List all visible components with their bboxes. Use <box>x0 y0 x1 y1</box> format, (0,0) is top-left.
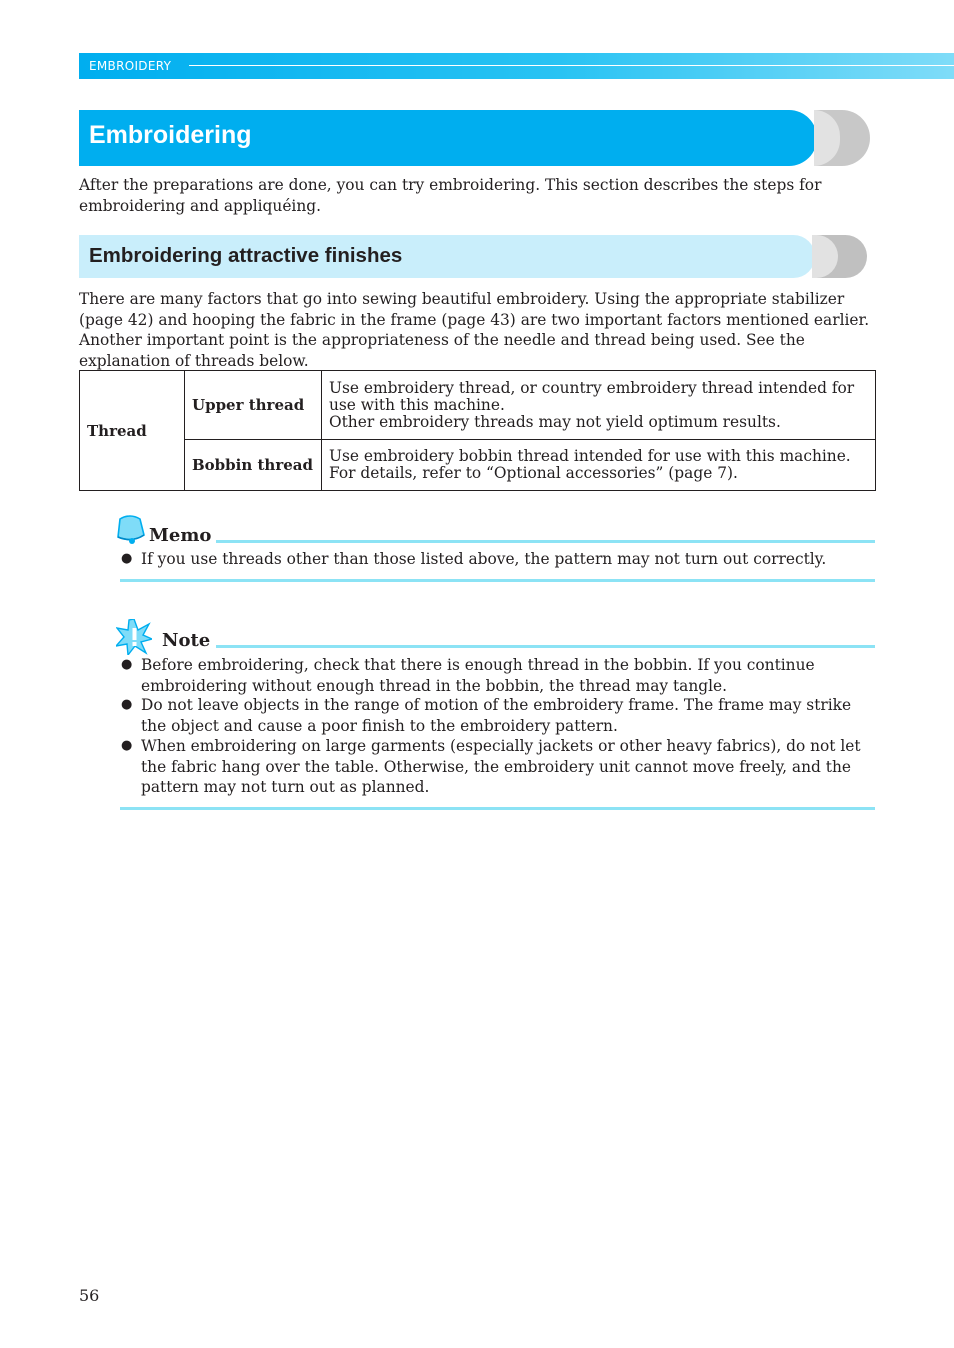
page-number: 56 <box>79 1286 100 1305</box>
memo-top-rule <box>216 540 875 543</box>
memo-bottom-rule <box>120 579 875 582</box>
bullet-icon: ● <box>121 551 133 566</box>
memo-label: Memo <box>149 525 212 546</box>
title-banner <box>79 110 817 166</box>
description-line: Use embroidery bobbin thread intended for use with this machine. <box>329 447 851 465</box>
table-row <box>80 371 876 440</box>
bullet-icon: ● <box>121 657 133 672</box>
note-top-rule <box>216 645 875 648</box>
description-line: Use embroidery thread, or country embroidery thread intended for use with this machine. <box>329 378 855 414</box>
page-title: Embroidering <box>89 121 252 149</box>
thread-table <box>79 370 876 491</box>
bullet-icon: ● <box>121 697 133 712</box>
note-exclamation-burst-icon <box>116 619 152 655</box>
subsection-paragraph: There are many factors that go into sewing beautiful embroidery. Using the appropriate stabilizer (page 42) and hooping the fabric in the frame (page 43) are two important factors mentioned earlier. Another important point is the appropriateness of the needle and thread being used. See the explanation of threads below. <box>79 290 870 370</box>
description-line: Other embroidery threads may not yield optimum results. <box>329 412 781 431</box>
intro-paragraph: After the preparations are done, you can try embroidering. This section describes the steps for embroidering and appliquéing. <box>79 176 822 215</box>
description-line: For details, refer to “Optional accessories” (page 7). <box>329 464 738 482</box>
subsection-title: Embroidering attractive finishes <box>89 244 403 267</box>
subsection-banner <box>79 235 815 278</box>
subsection-banner-cap <box>812 235 867 278</box>
header-rule <box>189 65 954 66</box>
section-header-bar <box>79 53 954 79</box>
table-cell-description <box>322 371 876 440</box>
memo-bell-icon <box>114 513 146 545</box>
table-row-label: Bobbin thread <box>185 440 322 491</box>
bullet-icon: ● <box>121 738 133 753</box>
table-row-label: Upper thread <box>185 371 322 440</box>
title-banner-cap <box>814 110 870 166</box>
table-row <box>80 440 876 491</box>
table-cell-description <box>322 440 876 491</box>
table-group-label: Thread <box>80 371 185 491</box>
section-label: EMBROIDERY <box>89 59 172 73</box>
note-bottom-rule <box>120 807 875 810</box>
note-label: Note <box>162 630 211 651</box>
